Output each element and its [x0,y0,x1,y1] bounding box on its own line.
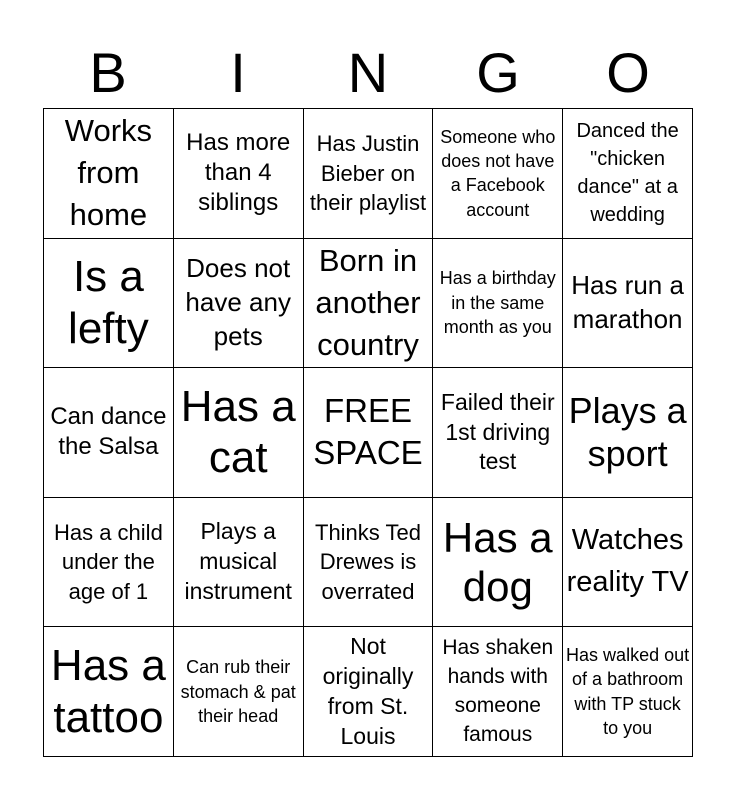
bingo-header [43,40,693,106]
bingo-cell[interactable] [174,109,304,239]
cell-text: Has Justin Bieber on their playlist [309,131,427,215]
cell-text: Has more than 4 siblings [186,129,291,217]
cell-text: Works from home [64,113,153,233]
cell-text: Thinks Ted Drewes is overrated [315,520,421,604]
bingo-cell[interactable] [563,498,693,628]
bingo-cell[interactable] [174,627,304,757]
bingo-cell[interactable] [433,239,563,369]
cell-text: Danced the "chicken dance" at a wedding [576,120,679,227]
cell-text: Someone who does not have a Facebook account [440,126,556,220]
bingo-cell[interactable] [563,627,693,757]
bingo-cell[interactable] [44,109,174,239]
cell-text: Has a tattoo [50,640,166,742]
free-space-text: FREE SPACE [313,391,423,472]
cell-text: Born in another country [315,242,421,362]
cell-text: Has walked out of a bathroom with TP stuck to you [566,645,690,738]
bingo-cell[interactable] [174,368,304,498]
bingo-cell[interactable] [44,239,174,369]
bingo-cell[interactable] [44,368,174,498]
bingo-cell[interactable] [304,239,434,369]
cell-text: Plays a sport [568,389,687,475]
header-letter-i: I [230,41,246,104]
bingo-cell[interactable] [563,109,693,239]
bingo-cell[interactable] [304,627,434,757]
bingo-cell[interactable] [563,368,693,498]
cell-text: Has a birthday in the same month as you [439,268,556,338]
cell-text: Is a lefty [68,251,149,353]
cell-text: Can dance the Salsa [50,403,167,461]
bingo-cell[interactable] [433,368,563,498]
bingo-cell[interactable] [304,498,434,628]
cell-text: Watches reality TV [566,524,689,599]
header-letter-g: G [476,41,520,104]
bingo-cell[interactable] [44,627,174,757]
cell-text: Has run a marathon [571,270,684,334]
cell-text: Plays a musical instrument [184,518,292,605]
cell-text: Has a child under the age of 1 [53,520,163,604]
cell-text: Does not have any pets [185,253,291,351]
bingo-cell[interactable] [174,498,304,628]
header-letter-o: O [606,41,650,104]
free-space-cell[interactable] [304,368,434,498]
bingo-cell[interactable] [44,498,174,628]
cell-text: Can rub their stomach & pat their head [180,657,296,726]
bingo-cell[interactable] [304,109,434,239]
cell-text: Has shaken hands with someone famous [442,635,554,746]
header-letter-b: B [89,41,127,104]
bingo-cell[interactable] [563,239,693,369]
cell-text: Not originally from St. Louis [322,632,414,749]
cell-text: Has a cat [180,381,296,483]
cell-text: Failed their 1st driving test [440,388,555,475]
header-letter-n: N [347,41,389,104]
bingo-board [43,108,693,757]
bingo-cell[interactable] [433,498,563,628]
cell-text: Has a dog [442,513,553,611]
bingo-cell[interactable] [433,627,563,757]
bingo-cell[interactable] [174,239,304,369]
bingo-cell[interactable] [433,109,563,239]
